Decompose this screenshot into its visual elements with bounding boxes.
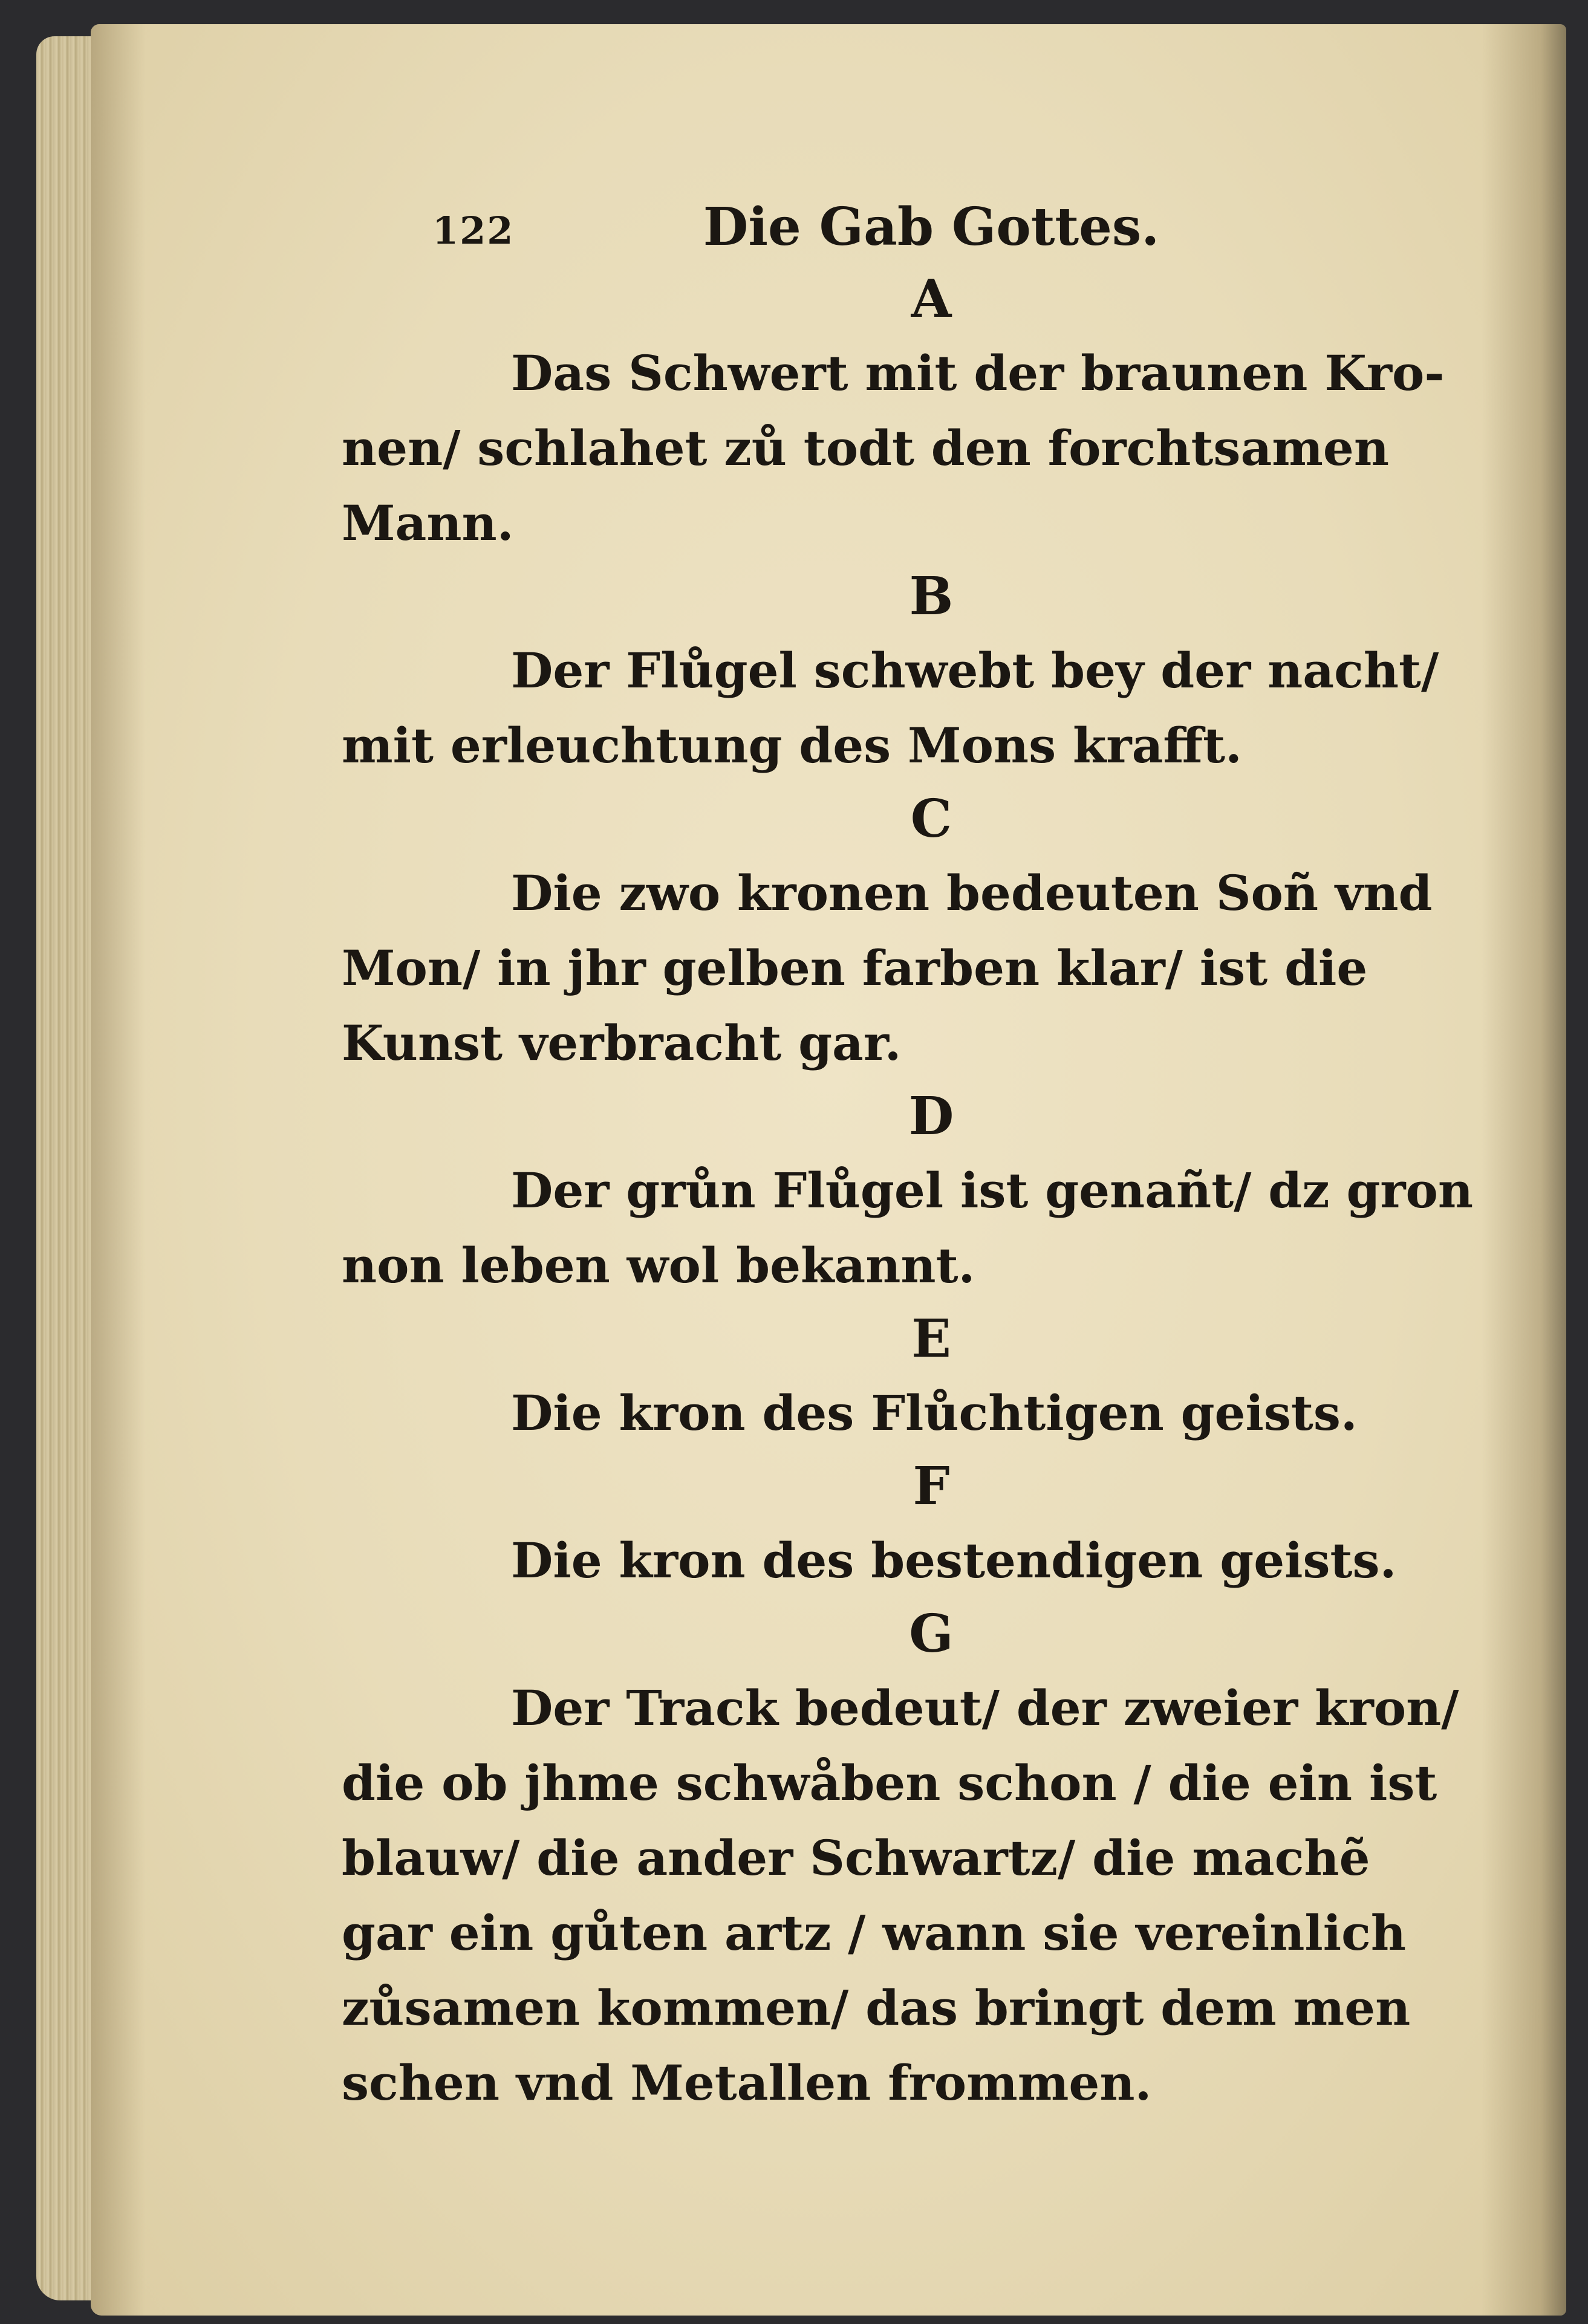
page-text-block [342,172,1521,2120]
section-letter-f: F [913,1456,950,1517]
section-text-g: Der Track bedeut/ der zweier kron/ die ob jhme schwåben schon / die ein ist blauw/ die ander Schwartz/ die machẽ gar ein gůten artz / wann sie vereinlich zůsamen kommen/ das bringt dem men schen vnd Metallen frommen. [342,1680,1459,2111]
book-page [91,24,1566,2316]
section-letter-c: C [910,788,952,849]
section-text-b: Der Flůgel schwebt bey der nacht/ mit erleuchtung des Mons krafft. [342,642,1439,774]
page-header [342,172,1521,263]
page-number: 122 [432,209,515,253]
section-text-f: Die kron des bestendigen geists. [511,1532,1397,1589]
section-text-d: Der grůn Flůgel ist genañt/ dz gron non leben wol bekannt. [342,1162,1474,1294]
section-text-a: Das Schwert mit der braunen Kro- nen/ schlahet zů todt den forchtsamen Mann. [342,345,1445,551]
page-left-shadow [91,24,145,2316]
section-text-c: Die zwo kronen bedeuten Soñ vnd Mon/ in jhr gelben farben klar/ ist die Kunst verbracht gar. [342,865,1433,1071]
section-text-e: Die kron des Flůchtigen geists. [511,1384,1358,1441]
running-title: Die Gab Gottes. [703,196,1160,258]
section-letter-b: B [909,566,954,627]
section-letter-e: E [911,1308,951,1369]
section-letter-a: A [911,268,952,329]
section-letter-g: G [909,1603,954,1664]
section-letter-d: D [908,1086,954,1147]
